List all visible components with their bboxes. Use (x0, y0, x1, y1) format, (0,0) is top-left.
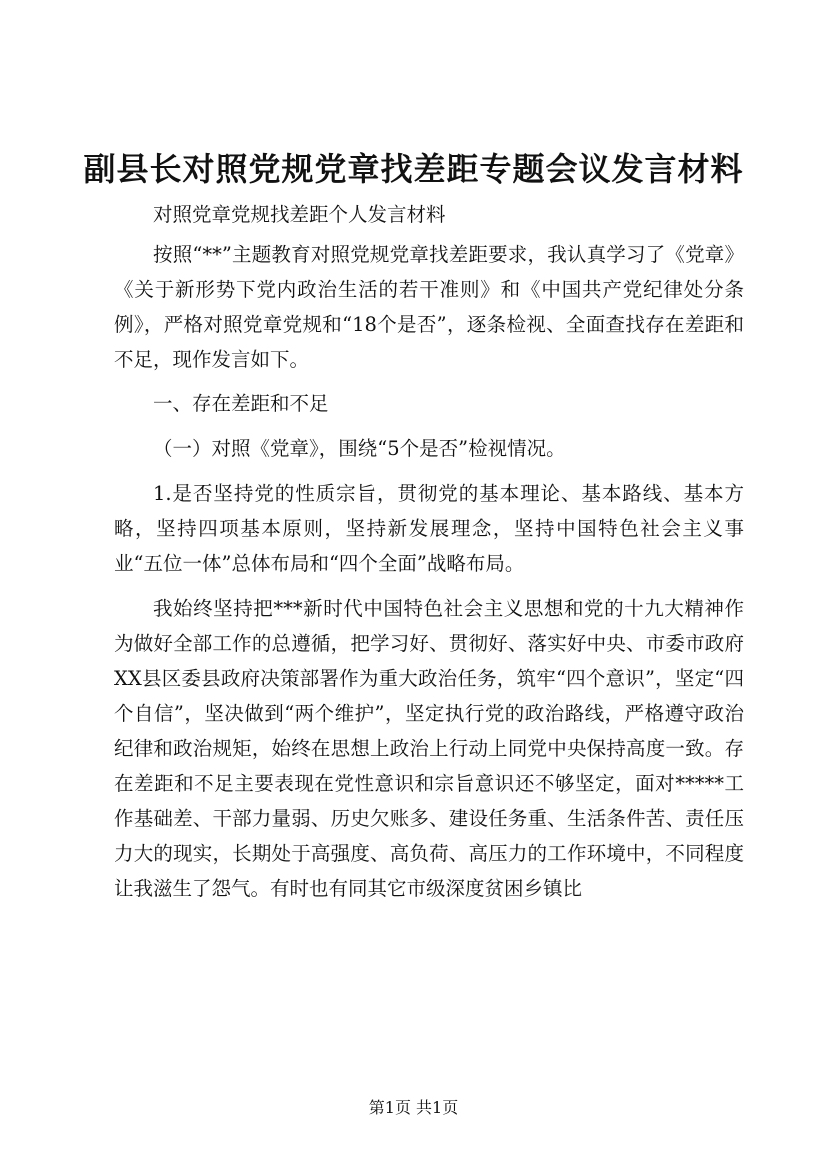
body-paragraph: 我始终坚持把***新时代中国特色社会主义思想和党的十九大精神作为做好全部工作的总遵循，把学习好、贯彻好、落实好中央、市委市政府XX县区委县政府决策部署作为重大政治任务，筑牢“四个意识”，坚定“四个自信”，坚决做到“两个维护”，坚定执行党的政治路线，严格遵守政治纪律和政治规矩，始终在思想上政治上行动上同党中央保持高度一致。存在差距和不足主要表现在党性意识和宗旨意识还不够坚定，面对*****工作基础差、干部力量弱、历史欠账多、建设任务重、生活条件苦、责任压力大的现实，长期处于高强度、高负荷、高压力的工作环境中，不同程度让我滋生了怨气。有时也有同其它市级深度贫困乡镇比 (114, 597, 744, 900)
document-title: 副县长对照党规党章找差距专题会议发言材料 (83, 150, 744, 188)
intro-paragraph: 按照“**”主题教育对照党规党章找差距要求，我认真学习了《党章》《关于新形势下党内政治生活的若干准则》和《中国共产党纪律处分条例》，严格对照党章党规和“18个是否”，逐条检视、全面查找存在差距和不足，现作发言如下。 (114, 243, 744, 371)
subtitle-paragraph: 对照党章党规找差距个人发言材料 (153, 203, 446, 226)
item-1-paragraph: 1.是否坚持党的性质宗旨，贯彻党的基本理论、基本路线、基本方略，坚持四项基本原则，坚持新发展理念，坚持中国特色社会主义事业“五位一体”总体布局和“四个全面”战略布局。 (114, 482, 744, 575)
subsection-heading: （一）对照《党章》，围绕“5个是否”检视情况。 (153, 437, 566, 460)
section-heading: 一、存在差距和不足 (153, 392, 329, 415)
page-footer: 第1页 共1页 (368, 1098, 459, 1117)
document-body (114, 197, 744, 906)
